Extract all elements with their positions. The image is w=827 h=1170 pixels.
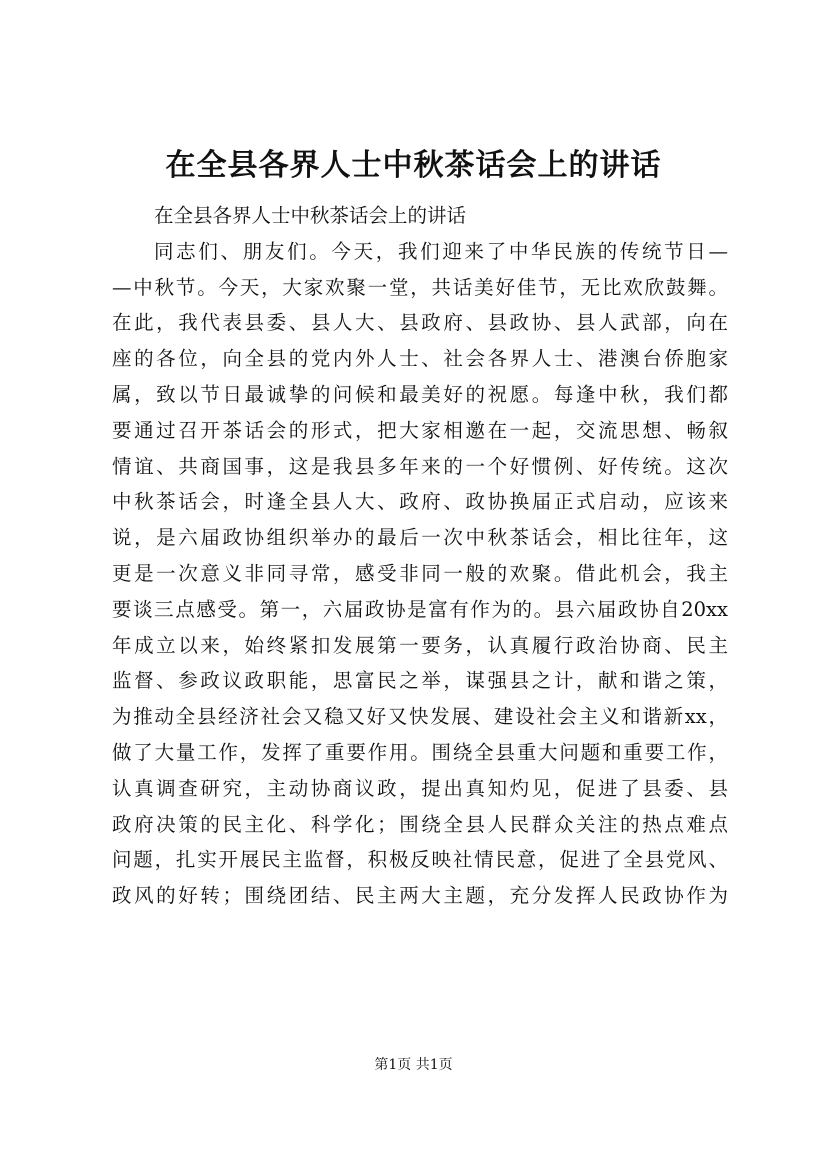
paragraph-line: 在此，我代表县委、县人大、县政府、县政协、县人武部，向在: [112, 311, 728, 335]
paragraph-line: 为推动全县经济社会又稳又好又快发展、建设社会主义和谐新xx，: [112, 705, 728, 729]
paragraph-line: 要通过召开茶话会的形式，把大家相邀在一起，交流思想、畅叙: [112, 418, 728, 442]
paragraph-line: 问题，扎实开展民主监督，积极反映社情民意，促进了全县党风、: [112, 848, 728, 872]
paragraph-line: 监督、参政议政职能，思富民之举，谋强县之计，献和谐之策，: [112, 669, 728, 693]
paragraph-line: 同志们、朋友们。今天，我们迎来了中华民族的传统节日—: [154, 239, 728, 263]
paragraph-line: —中秋节。今天，大家欢聚一堂，共话美好佳节，无比欢欣鼓舞。: [112, 275, 728, 299]
paragraph-line: 属，致以节日最诚挚的问候和最美好的祝愿。每逢中秋，我们都: [112, 382, 728, 406]
document-title: 在全县各界人士中秋茶话会上的讲话: [165, 148, 662, 183]
paragraph-line: 政府决策的民主化、科学化；围绕全县人民群众关注的热点难点: [112, 812, 728, 836]
paragraph-line: 要谈三点感受。第一，六届政协是富有作为的。县六届政协自20xx: [112, 597, 728, 621]
paragraph-line: 座的各位，向全县的党内外人士、社会各界人士、港澳台侨胞家: [112, 347, 728, 371]
paragraph-line: 做了大量工作，发挥了重要作用。围绕全县重大问题和重要工作，: [112, 740, 728, 764]
paragraph-line: 更是一次意义非同寻常，感受非同一般的欢聚。借此机会，我主: [112, 561, 728, 585]
paragraph-line: 说，是六届政协组织举办的最后一次中秋茶话会，相比往年，这: [112, 526, 728, 550]
paragraph-line: 中秋茶话会，时逢全县人大、政府、政协换届正式启动，应该来: [112, 490, 728, 514]
paragraph-line: 政风的好转；围绕团结、民主两大主题，充分发挥人民政协作为: [112, 884, 728, 908]
page-footer: 第1页 共1页: [374, 1057, 453, 1073]
paragraph-line: 情谊、共商国事，这是我县多年来的一个好惯例、好传统。这次: [112, 454, 728, 478]
paragraph-line: 年成立以来，始终紧扣发展第一要务，认真履行政治协商、民主: [112, 633, 728, 657]
paragraph-line: 认真调查研究，主动协商议政，提出真知灼见，促进了县委、县: [112, 776, 728, 800]
subtitle-line: 在全县各界人士中秋茶话会上的讲话: [154, 204, 467, 227]
document-body: [112, 198, 728, 914]
